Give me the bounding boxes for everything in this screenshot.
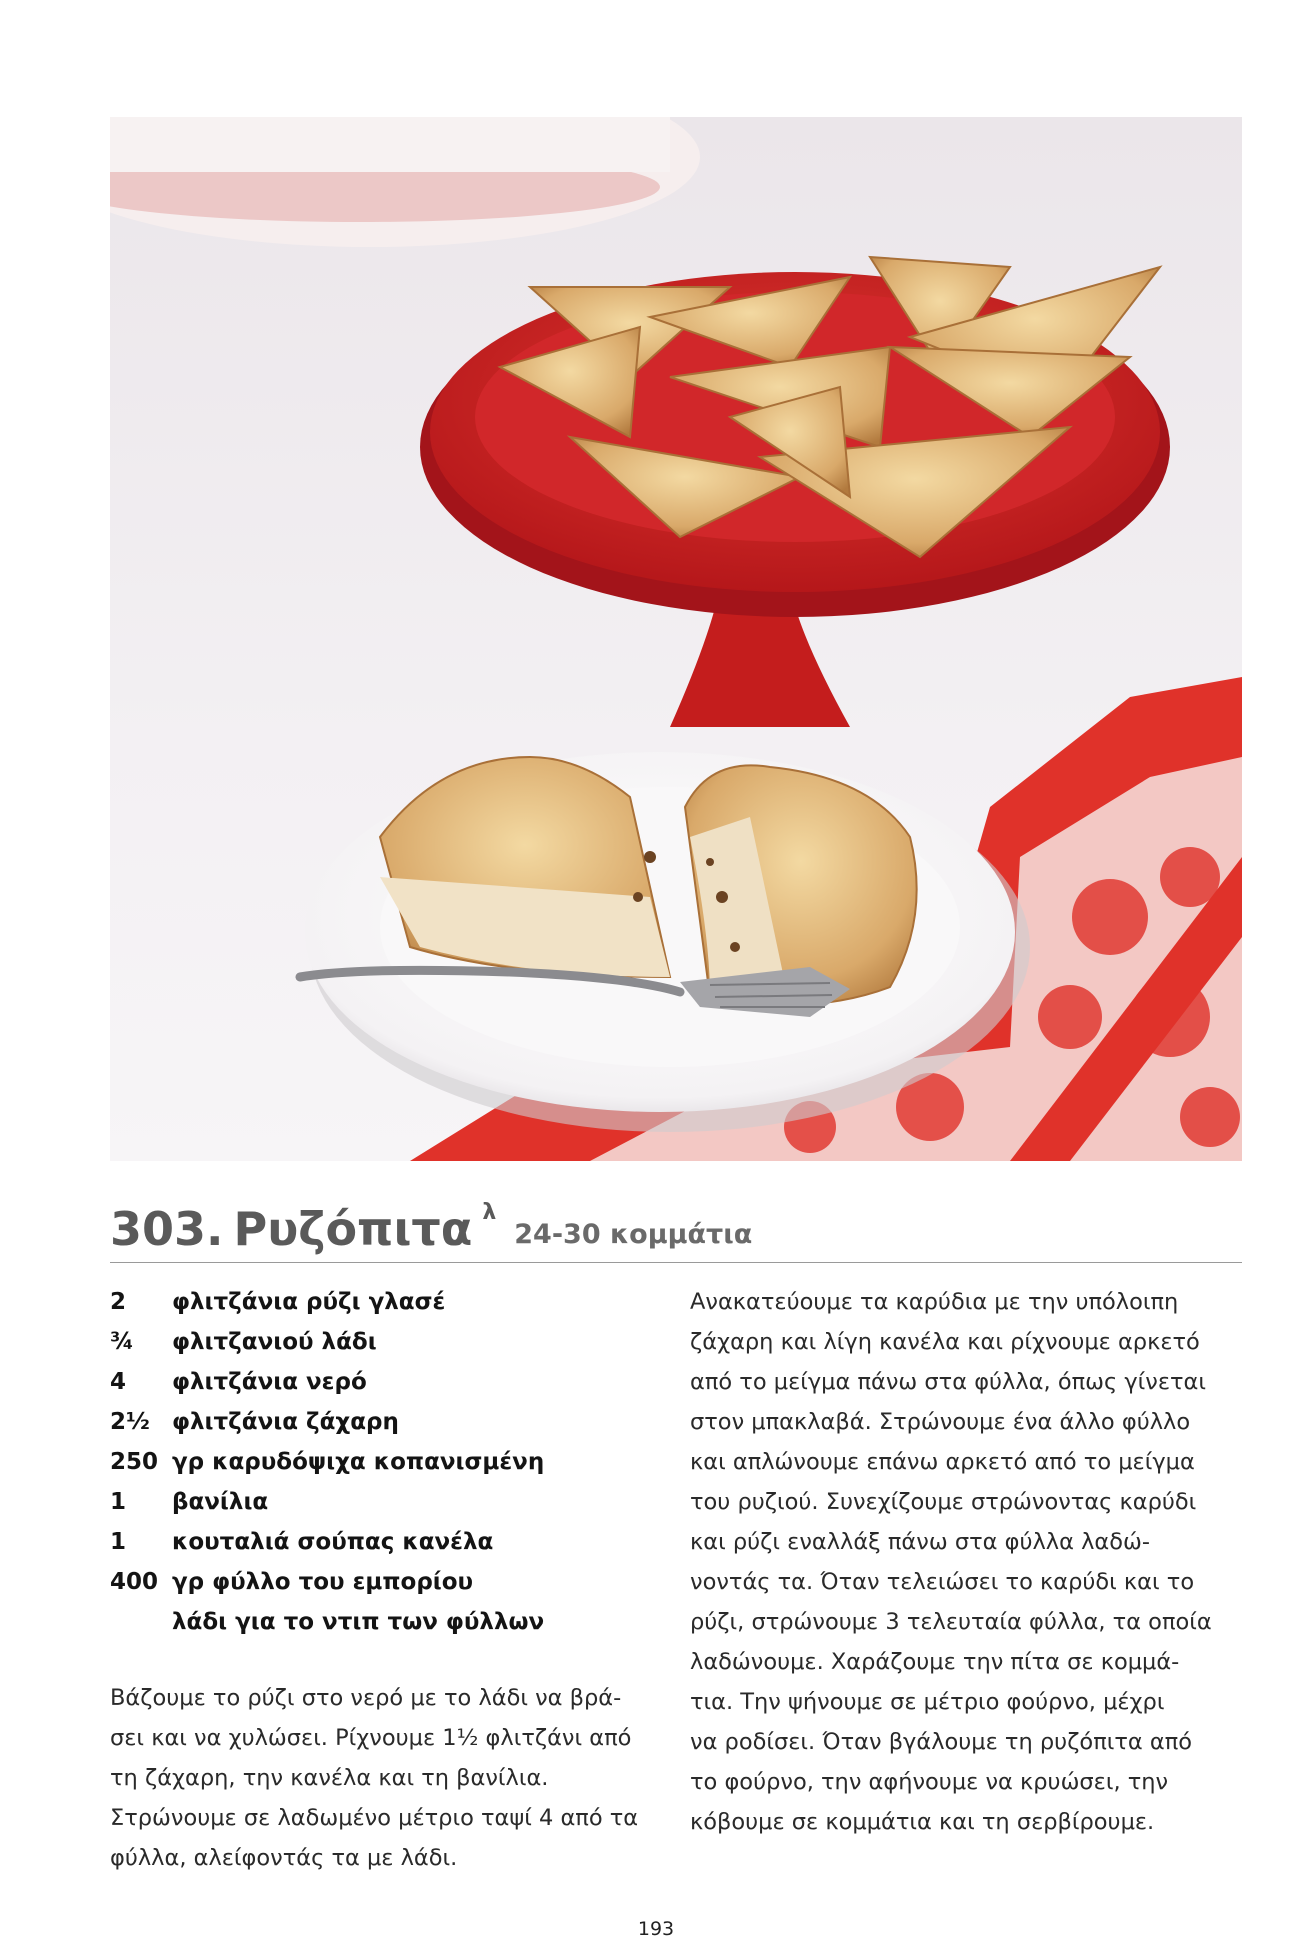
left-column bbox=[110, 1282, 670, 1878]
ingredient-item bbox=[110, 1322, 670, 1362]
method-paragraph-right bbox=[690, 1282, 1242, 1842]
ingredient-item bbox=[110, 1602, 670, 1642]
ingredient-quantity: 1 bbox=[110, 1489, 127, 1515]
ingredient-quantity: 250 bbox=[110, 1449, 159, 1475]
ingredient-item bbox=[110, 1562, 670, 1602]
ingredient-name: βανίλια bbox=[172, 1489, 269, 1515]
ingredient-quantity: 2 bbox=[110, 1289, 127, 1315]
recipe-photo bbox=[110, 117, 1242, 1161]
method-line: και απλώνουμε επάνω αρκετό από το μείγμα bbox=[690, 1449, 1195, 1475]
ingredient-quantity: 2½ bbox=[110, 1409, 150, 1435]
method-line: τια. Την ψήνουμε σε μέτριο φούρνο, μέχρι bbox=[690, 1689, 1165, 1715]
method-line: σει και να χυλώσει. Ρίχνουμε 1½ φλιτζάνι από bbox=[110, 1725, 632, 1751]
method-line: ρύζι, στρώνουμε 3 τελευταία φύλλα, τα οποία bbox=[690, 1609, 1212, 1635]
ingredient-name: λάδι για το ντιπ των φύλλων bbox=[172, 1609, 545, 1635]
method-line: και ρύζι εναλλάξ πάνω στα φύλλα λαδώ- bbox=[690, 1529, 1150, 1555]
method-line: λαδώνουμε. Χαράζουμε την πίτα σε κομμά- bbox=[690, 1649, 1180, 1675]
page-number: 193 bbox=[637, 1918, 675, 1940]
recipe-title: Ρυζόπιτα bbox=[233, 1202, 473, 1256]
recipe-mark: λ bbox=[482, 1200, 497, 1225]
ingredient-quantity bbox=[110, 1602, 172, 1642]
recipe-yield: 24-30 κομμάτια bbox=[514, 1219, 753, 1250]
ingredient-item bbox=[110, 1442, 670, 1482]
ingredient-name: φλιτζάνια ρύζι γλασέ bbox=[172, 1289, 446, 1315]
method-line: του ρυζιού. Συνεχίζουμε στρώνοντας καρύδι bbox=[690, 1489, 1197, 1515]
ingredient-quantity: 4 bbox=[110, 1369, 127, 1395]
method-line: Ανακατεύουμε τα καρύδια με την υπόλοιπη bbox=[690, 1289, 1179, 1315]
method-line: το φούρνο, την αφήνουμε να κρυώσει, την bbox=[690, 1769, 1169, 1795]
ingredient-quantity: 1 bbox=[110, 1529, 127, 1555]
ingredient-name: φλιτζανιού λάδι bbox=[172, 1329, 377, 1355]
ingredient-item bbox=[110, 1362, 670, 1402]
method-line: στον μπακλαβά. Στρώνουμε ένα άλλο φύλλο bbox=[690, 1409, 1191, 1435]
method-line: από το μείγμα πάνω στα φύλλα, όπως γίνεται bbox=[690, 1369, 1206, 1395]
method-line: να ροδίσει. Όταν βγάλουμε τη ρυζόπιτα από bbox=[690, 1729, 1193, 1755]
method-line: ζάχαρη και λίγη κανέλα και ρίχνουμε αρκετό bbox=[690, 1329, 1200, 1355]
ingredients-list bbox=[110, 1282, 670, 1642]
ingredient-item bbox=[110, 1282, 670, 1322]
method-line: φύλλα, αλείφοντάς τα με λάδι. bbox=[110, 1845, 458, 1871]
method-line: τη ζάχαρη, την κανέλα και τη βανίλια. bbox=[110, 1765, 549, 1791]
recipe-heading bbox=[110, 1196, 1242, 1263]
ingredient-name: φλιτζάνια νερό bbox=[172, 1369, 367, 1395]
photo-illustration bbox=[110, 117, 1242, 1161]
ingredient-name: κουταλιά σούπας κανέλα bbox=[172, 1529, 494, 1555]
right-column bbox=[690, 1282, 1242, 1842]
method-line: Στρώνουμε σε λαδωμένο μέτριο ταψί 4 από τα bbox=[110, 1805, 639, 1831]
ingredient-name: γρ καρυδόψιχα κοπανισμένη bbox=[172, 1449, 545, 1475]
ingredient-quantity: ¾ bbox=[110, 1329, 134, 1355]
method-line: κόβουμε σε κομμάτια και τη σερβίρουμε. bbox=[690, 1809, 1155, 1835]
ingredient-name: φλιτζάνια ζάχαρη bbox=[172, 1409, 399, 1435]
ingredient-name: γρ φύλλο του εμπορίου bbox=[172, 1569, 474, 1595]
ingredient-item bbox=[110, 1402, 670, 1442]
ingredient-quantity: 400 bbox=[110, 1569, 159, 1595]
ingredient-item bbox=[110, 1522, 670, 1562]
method-line: Βάζουμε το ρύζι στο νερό με το λάδι να βρά- bbox=[110, 1685, 622, 1711]
recipe-number: 303. bbox=[110, 1202, 224, 1256]
ingredient-item bbox=[110, 1482, 670, 1522]
method-paragraph-left bbox=[110, 1678, 670, 1878]
method-line: νοντάς τα. Όταν τελειώσει το καρύδι και το bbox=[690, 1569, 1195, 1595]
